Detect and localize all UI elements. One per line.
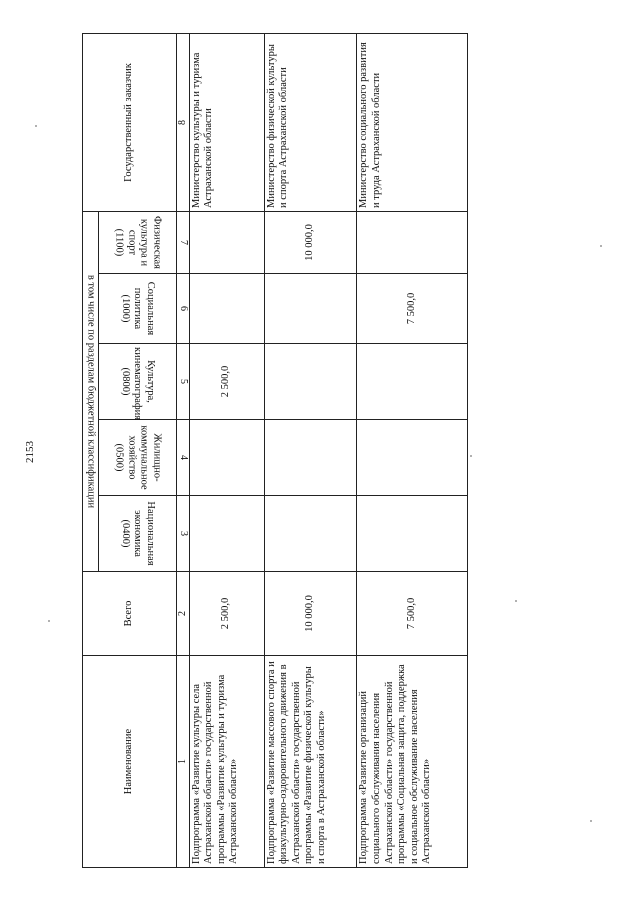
speck (600, 245, 602, 247)
rotated-table-container (82, 34, 468, 868)
header-sport (98, 211, 176, 273)
row-housing (264, 420, 357, 496)
row-sport: 10 000,0 (264, 211, 357, 273)
row-customer: Министерство физической культуры и спорта Астраханской области (264, 33, 357, 211)
speck (48, 620, 50, 622)
column-number (176, 496, 189, 572)
column-number-text: 7 (177, 239, 189, 245)
column-number-text: 6 (177, 306, 189, 311)
row-culture: 2 500,0 (189, 344, 264, 420)
speck (590, 820, 592, 822)
column-number-text: 5 (177, 379, 189, 384)
row-social: 7 500,0 (357, 274, 468, 344)
table-row (357, 33, 468, 867)
row-economy (357, 496, 468, 572)
row-sport (189, 211, 264, 273)
header-group-text: в том числе по разделам бюджетной классификации (85, 274, 97, 509)
row-social (189, 274, 264, 344)
header-culture-text: Культура, кинематография (0800) (119, 347, 156, 421)
table-row (189, 33, 264, 867)
row-total: 10 000,0 (264, 572, 357, 656)
header-culture (98, 344, 176, 420)
row-economy (189, 496, 264, 572)
header-customer: Государственный заказчик (83, 33, 177, 211)
header-social-text: Социальная политика (1000) (119, 281, 156, 336)
header-housing-text: Жилищно-коммунальное хозяйство (0500) (113, 425, 163, 490)
column-number (176, 420, 189, 496)
header-sport-text: Физическая культура и спорт (1100) (113, 215, 163, 269)
speck (470, 455, 472, 457)
row-customer: Министерство культуры и туризма Астраханской области (189, 33, 264, 211)
table-row (264, 33, 357, 867)
column-number: 1 (176, 656, 189, 868)
header-economy-text: Национальная экономика (0400) (119, 501, 156, 566)
row-housing (189, 420, 264, 496)
row-name: Подпрограмма «Развитие организаций социального обслуживания населения Астраханской области» государственной программы «Социальная защита, поддержка и социальное обслуживание населения Астраханской области» (357, 656, 468, 868)
column-number-text: 3 (177, 531, 189, 536)
header-total: Всего (83, 572, 177, 656)
column-number-text: 4 (177, 455, 189, 460)
row-total: 2 500,0 (189, 572, 264, 656)
row-culture (357, 344, 468, 420)
header-social (98, 274, 176, 344)
row-economy (264, 496, 357, 572)
row-culture (264, 344, 357, 420)
column-number (176, 211, 189, 273)
budget-table (82, 33, 468, 868)
header-economy (98, 496, 176, 572)
row-housing (357, 420, 468, 496)
row-name: Подпрограмма «Развитие культуры села Астраханской области» государственной программы «Развитие культуры и туризма Астраханской области» (189, 656, 264, 868)
column-number (176, 274, 189, 344)
header-name: Наименование (83, 656, 177, 868)
row-social (264, 274, 357, 344)
column-number (176, 344, 189, 420)
row-total: 7 500,0 (357, 572, 468, 656)
column-number: 8 (176, 33, 189, 211)
header-housing (98, 420, 176, 496)
row-name: Подпрограмма «Развитие массового спорта и физкультурно-оздоровительного движения в Астраханской области» государственной программы «Развитие физической культуры и спорта в Астраханской области» (264, 656, 357, 868)
row-customer: Министерство социального развития и труда Астраханской области (357, 33, 468, 211)
column-number: 2 (176, 572, 189, 656)
header-group (83, 211, 99, 571)
speck (35, 125, 37, 127)
row-sport (357, 211, 468, 273)
page-number: 2153 (24, 441, 36, 463)
speck (515, 600, 517, 602)
